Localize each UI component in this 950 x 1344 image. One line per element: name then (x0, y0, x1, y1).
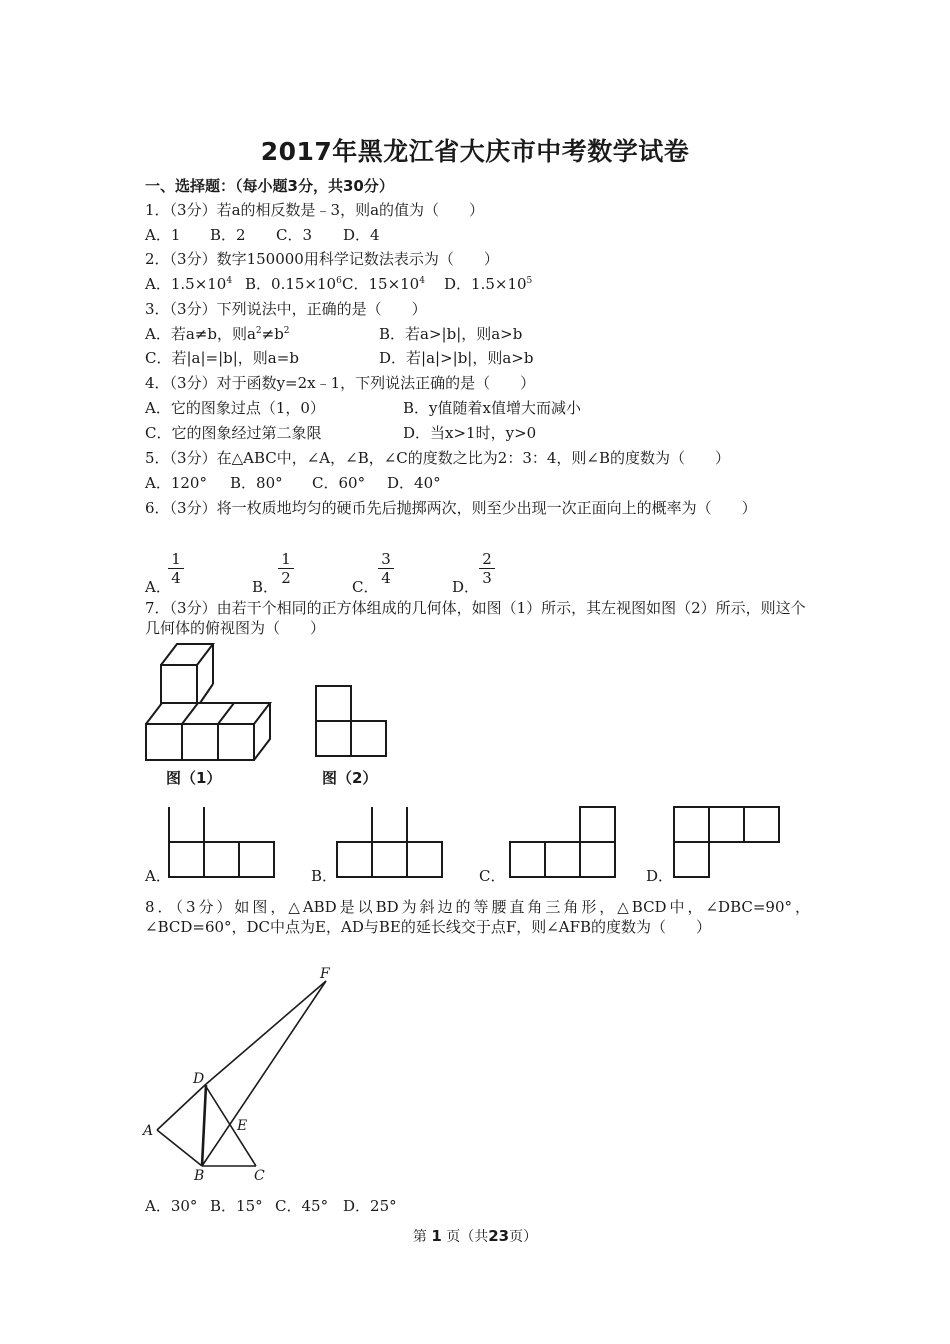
question-1-stem: 1．（3分）若a的相反数是﹣3，则a的值为（ ） (145, 201, 485, 219)
point-label-E: E (237, 1118, 248, 1134)
q7-figure-1-label: 图（1） (166, 769, 222, 787)
q7-option-b-label: B． (311, 867, 338, 885)
q4-option-c: C．它的图象经过第二象限 (145, 424, 322, 442)
page-footer: 第 1 页（共23页） (412, 1227, 538, 1245)
q7-option-c-label: C． (479, 867, 506, 885)
question-6-stem: 6．（3分）将一枚质地均匀的硬币先后抛掷两次，则至少出现一次正面向上的概率为（ ） (145, 499, 757, 517)
point-label-D: D (193, 1071, 205, 1087)
point-label-F: F (320, 966, 330, 982)
q4-option-d: D．当x>1时，y>0 (403, 424, 537, 442)
page-title: 2017年黑龙江省大庆市中考数学试卷 (260, 137, 690, 166)
q6-option-b-fraction: $\frac{1}{2}$ (278, 550, 294, 587)
q3-option-c: C．若|a|=|b|，则a=b (145, 349, 299, 367)
q6-option-a-fraction: $\frac{1}{4}$ (168, 550, 184, 587)
q7-figure-2-label: 图（2） (322, 769, 378, 787)
point-label-C: C (254, 1168, 265, 1184)
point-label-A: A (143, 1123, 154, 1139)
question-4-stem: 4．（3分）对于函数y=2x﹣1，下列说法正确的是（ ） (145, 374, 536, 392)
q5-option-c: C．60° (312, 474, 366, 492)
q8-geometry-figure (140, 965, 340, 1185)
q5-option-a: A．120° (145, 474, 207, 492)
q1-option-d: D．4 (343, 226, 380, 244)
q3-option-d: D．若|a|>|b|，则a>b (379, 349, 534, 367)
question-5-stem: 5．（3分）在△ABC中，∠A，∠B，∠C的度数之比为2：3：4，则∠B的度数为（ ） (145, 449, 730, 467)
q8-option-c: C．45° (275, 1197, 329, 1215)
q7-figure-2-left-view (315, 684, 390, 759)
q6-option-b-label: B． (252, 578, 279, 596)
point-label-B: B (194, 1168, 205, 1184)
q7-option-a-label: A． (145, 867, 171, 885)
q6-option-d-fraction: $\frac{2}{3}$ (479, 550, 495, 587)
section-heading: 一、选择题：（每小题3分，共30分） (145, 177, 394, 195)
q5-option-d: D．40° (387, 474, 441, 492)
total-page-count: 23 (488, 1227, 510, 1245)
q6-option-c-fraction: $\frac{3}{4}$ (378, 550, 394, 587)
q1-option-b: B．2 (210, 226, 246, 244)
question-2-stem: 2．（3分）数字150000用科学记数法表示为（ ） (145, 250, 499, 268)
question-8-stem: 8．（3分）如图，△ABD是以BD为斜边的等腰直角三角形，△BCD中，∠DBC=90°，∠BCD=60°，DC中点为E，AD与BE的延长线交于点F，则∠AFB的度数为（ ） (145, 898, 810, 936)
q7-option-b-figure (335, 805, 447, 880)
q8-option-a: A．30° (145, 1197, 198, 1215)
q5-option-b: B．80° (230, 474, 283, 492)
q4-option-a: A．它的图象过点（1，0） (145, 399, 325, 417)
q1-option-a: A．1 (145, 226, 181, 244)
q4-option-b: B．y值随着x值增大而减小 (403, 399, 581, 417)
question-7-stem: 7．（3分）由若干个相同的正方体组成的几何体，如图（1）所示，其左视图如图（2）所示，则这个几何体的俯视图为（ ） (145, 599, 806, 637)
q2-option-a: A．$1.5\times 10^4$ (145, 275, 233, 293)
q2-option-b: B．$0.15\times 10^6$ (245, 275, 342, 293)
q7-option-d-figure (672, 805, 784, 880)
q3-option-a: A．若a≠b，则$a^2\ne b^2$ (145, 325, 290, 343)
q6-option-c-label: C． (352, 578, 379, 596)
q3-option-b: B．若a>|b|，则a>b (379, 325, 523, 343)
current-page-number: 1 (431, 1227, 442, 1245)
q1-option-c: C．3 (276, 226, 313, 244)
q2-option-c: C．$15\times 10^4$ (342, 275, 425, 293)
q7-option-d-label: D． (646, 867, 674, 885)
q2-option-d: D．$1.5\times 10^5$ (444, 275, 533, 293)
q6-option-d-label: D． (452, 578, 480, 596)
q8-option-d: D．25° (343, 1197, 397, 1215)
q7-figure-1-solid (140, 640, 280, 765)
q6-option-a-label: A． (145, 578, 171, 596)
q8-option-b: B．15° (210, 1197, 263, 1215)
q7-option-a-figure (167, 805, 279, 880)
question-3-stem: 3．（3分）下列说法中，正确的是（ ） (145, 300, 427, 318)
q7-option-c-figure (508, 805, 620, 880)
